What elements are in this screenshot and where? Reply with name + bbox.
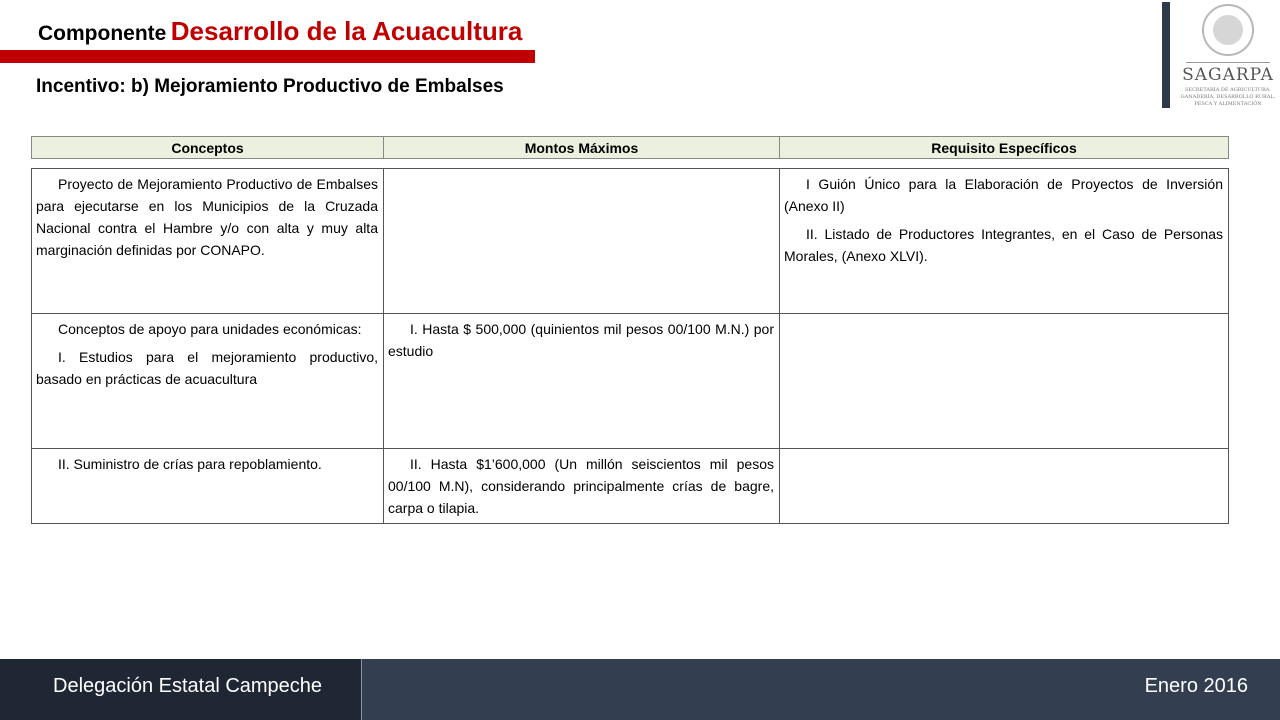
- cell-text: I Guión Único para la Elaboración de Proyectos de Inversión (Anexo II): [784, 176, 1223, 214]
- title-underline: [0, 50, 535, 63]
- table-row: [32, 449, 1229, 524]
- slide-subtitle: Incentivo: b) Mejoramiento Productivo de Embalses: [36, 76, 504, 97]
- sagarpa-logo: [1180, 4, 1276, 114]
- table-row: [32, 169, 1229, 314]
- logo-tagline: SECRETARÍA DE AGRICULTURA, GANADERÍA, DESARROLLO RURAL, PESCA Y ALIMENTACIÓN: [1180, 87, 1276, 107]
- cell-requisitos: [780, 169, 1229, 314]
- cell-text: II. Hasta $1’600,000 (Un millón seiscientos mil pesos 00/100 M.N), considerando principalmente crías de bagre, carpa o tilapia.: [388, 456, 774, 516]
- logo-divider: [1162, 2, 1170, 108]
- footer-organization: Delegación Estatal Campeche: [53, 675, 323, 697]
- national-seal-icon: [1202, 4, 1254, 56]
- cell-conceptos: [32, 314, 384, 449]
- cell-montos: [384, 449, 780, 524]
- table-row: [32, 314, 1229, 449]
- cell-conceptos: [32, 449, 384, 524]
- title-main: Desarrollo de la Acuacultura: [170, 16, 523, 46]
- footer-bar: [0, 659, 1280, 720]
- cell-text: I. Estudios para el mejoramiento productivo, basado en prácticas de acuacultura: [36, 349, 378, 387]
- cell-requisitos: [780, 314, 1229, 449]
- footer-date: Enero 2016: [1144, 675, 1248, 697]
- requirements-table: [31, 168, 1229, 524]
- logo-wordmark: SAGARPA: [1182, 65, 1274, 85]
- cell-text: I. Hasta $ 500,000 (quinientos mil pesos 00/100 M.N.) por estudio: [388, 321, 774, 359]
- cell-text: Conceptos de apoyo para unidades económicas:: [58, 321, 362, 337]
- slide-title: [38, 16, 522, 47]
- cell-text: II. Suministro de crías para repoblamiento.: [58, 456, 322, 472]
- cell-montos: [384, 314, 780, 449]
- cell-conceptos: [32, 169, 384, 314]
- cell-montos: [384, 169, 780, 314]
- title-prefix: Componente: [38, 22, 167, 45]
- table-header: [31, 136, 1229, 159]
- footer-left-panel: [0, 659, 362, 720]
- column-header-conceptos: Conceptos: [32, 137, 384, 159]
- cell-text: II. Listado de Productores Integrantes, en el Caso de Personas Morales, (Anexo XLVI).: [784, 226, 1223, 264]
- cell-requisitos: [780, 449, 1229, 524]
- cell-text: Proyecto de Mejoramiento Productivo de Embalses para ejecutarse en los Municipios de la Cruzada Nacional contra el Hambre y/o con alta y muy alta marginación definidas por CONAPO.: [36, 176, 378, 258]
- column-header-montos: Montos Máximos: [384, 137, 780, 159]
- column-header-requisitos: Requisito Específicos: [780, 137, 1229, 159]
